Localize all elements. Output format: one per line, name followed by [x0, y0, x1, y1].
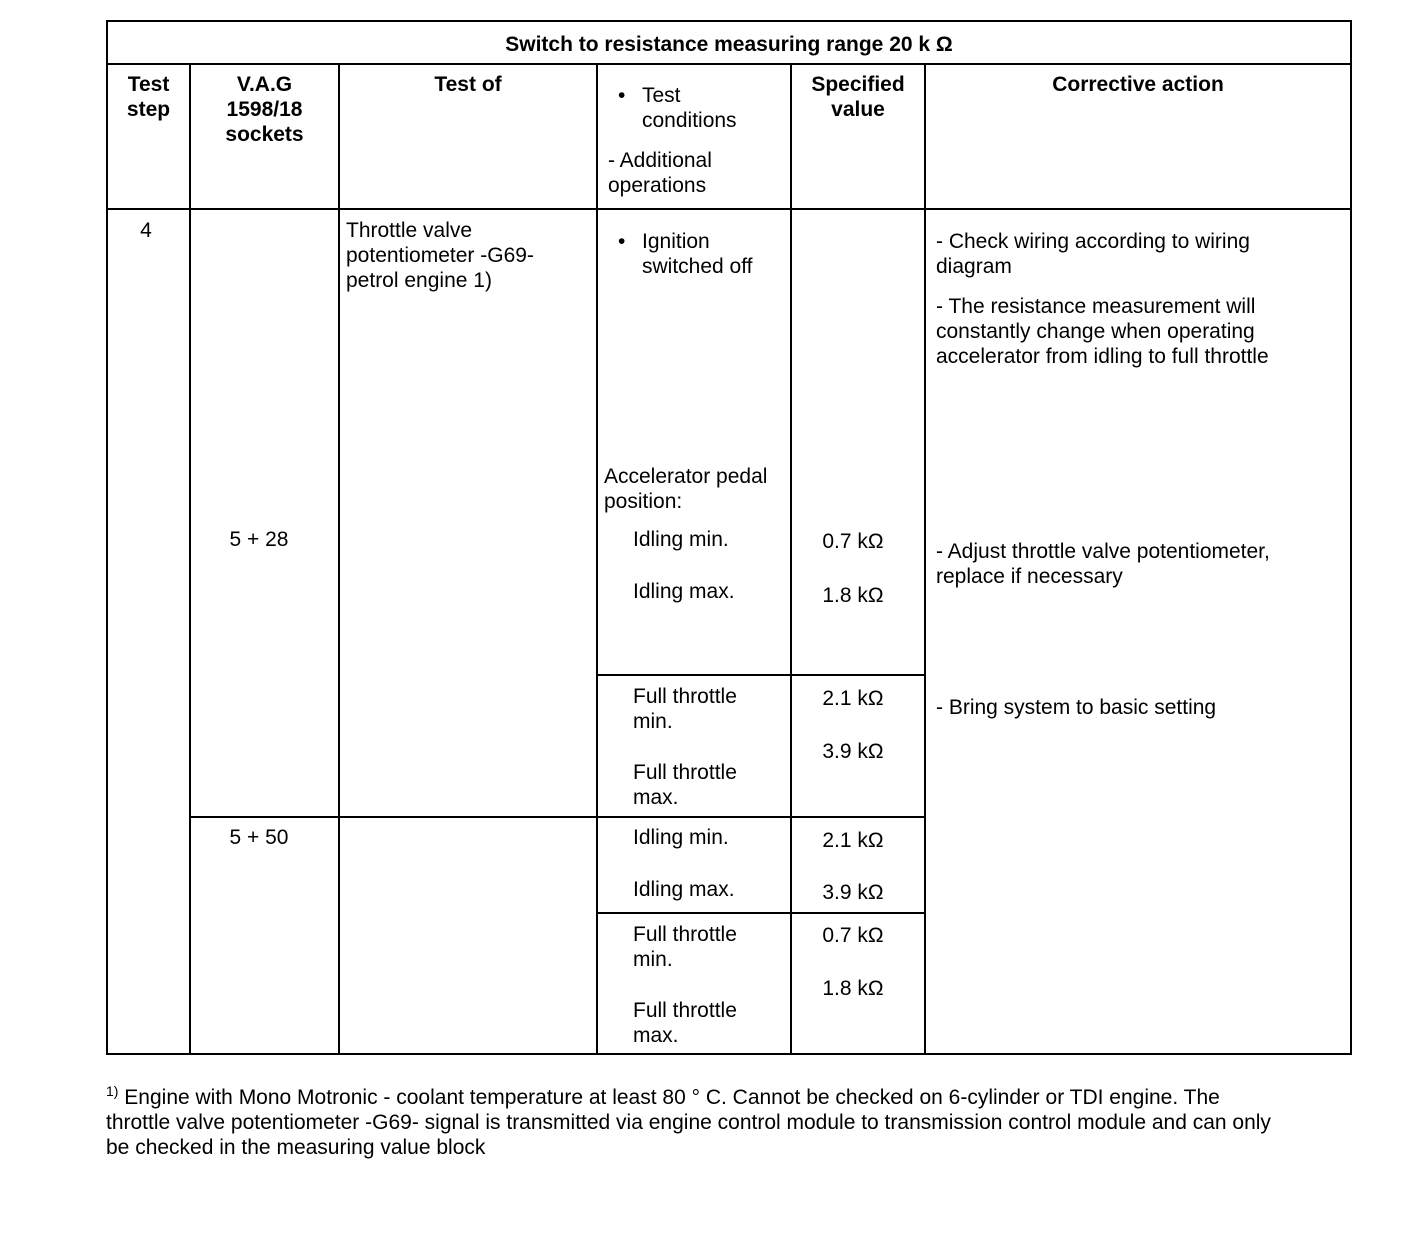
a-full-throttle-max-label: Full throttle max.: [633, 761, 737, 809]
table-border-right: [1350, 20, 1352, 1055]
header-vag-sockets: V.A.G 1598/18 sockets: [225, 73, 304, 146]
row-divider-b: [189, 816, 926, 818]
footnote-marker: 1): [106, 1083, 119, 1099]
header-additional-operations: - Additional operations: [608, 149, 712, 197]
b-idling-max-value: 3.9 kΩ: [822, 881, 884, 904]
a-idling-max-value: 1.8 kΩ: [822, 584, 884, 607]
header-specified-value: Specified value: [811, 73, 905, 121]
header-test-of: Test of: [434, 73, 502, 96]
header-bottom: [106, 208, 1352, 210]
col-divider-2: [338, 63, 340, 1055]
test-step-number: 4: [140, 219, 152, 242]
col-divider-5: [924, 63, 926, 1055]
col-divider-3: [596, 63, 598, 1055]
a-full-throttle-min-value: 2.1 kΩ: [822, 687, 884, 710]
corrective-resistance-note: - The resistance measurement will constantly change when operating accelerator from idling to full throttle: [936, 295, 1269, 368]
corrective-adjust-potentiometer: - Adjust throttle valve potentiometer, replace if necessary: [936, 540, 1270, 588]
header-divider: [106, 63, 1352, 65]
a-idling-max-label: Idling max.: [633, 580, 735, 603]
table-border-bottom: [106, 1053, 1352, 1055]
table-border-left: [106, 20, 108, 1055]
header-test-conditions: • Test conditions: [642, 83, 737, 133]
sockets-5-28: 5 + 28: [229, 528, 289, 551]
a-full-throttle-min-label: Full throttle min.: [633, 685, 737, 733]
footnote-line-2: throttle valve potentiometer -G69- signal is transmitted via engine control module to transmission control module and can only: [106, 1111, 1271, 1134]
a-full-throttle-max-value: 3.9 kΩ: [822, 740, 884, 763]
test-of-text: Throttle valve potentiometer -G69- petrol engine 1): [346, 219, 534, 292]
header-corrective-action: Corrective action: [1052, 73, 1224, 96]
a-idling-min-value: 0.7 kΩ: [822, 530, 884, 553]
col-divider-4: [790, 63, 792, 1055]
b-idling-max-label: Idling max.: [633, 878, 735, 901]
b-full-throttle-max-value: 1.8 kΩ: [822, 977, 884, 1000]
table-border-top: [106, 20, 1352, 22]
b-full-throttle-min-value: 0.7 kΩ: [822, 924, 884, 947]
corrective-check-wiring: - Check wiring according to wiring diagram: [936, 230, 1250, 278]
footnote: [106, 1085, 1271, 1160]
row-divider-a: [596, 674, 926, 676]
table-title: Switch to resistance measuring range 20 k Ω: [505, 33, 953, 56]
row-divider-c: [596, 912, 926, 914]
corrective-basic-setting: - Bring system to basic setting: [936, 696, 1217, 719]
accelerator-pedal-label: Accelerator pedal position:: [604, 465, 768, 513]
b-idling-min-label: Idling min.: [633, 826, 729, 849]
col-divider-1: [189, 63, 191, 1055]
sockets-5-50: 5 + 50: [229, 826, 289, 849]
header-test-step: Test step: [126, 73, 171, 121]
a-idling-min-label: Idling min.: [633, 528, 729, 551]
footnote-line-3: be checked in the measuring value block: [106, 1136, 486, 1159]
b-full-throttle-min-label: Full throttle min.: [633, 923, 737, 971]
b-idling-min-value: 2.1 kΩ: [822, 829, 884, 852]
footnote-line-1: $^{1)}$ Engine with Mono Motronic - coolant temperature at least 80 ° C. Cannot be checked on 6-cylinder or TDI engine. The: [106, 1083, 1220, 1109]
condition-ignition: • Ignition switched off: [642, 229, 753, 279]
b-full-throttle-max-label: Full throttle max.: [633, 999, 737, 1047]
